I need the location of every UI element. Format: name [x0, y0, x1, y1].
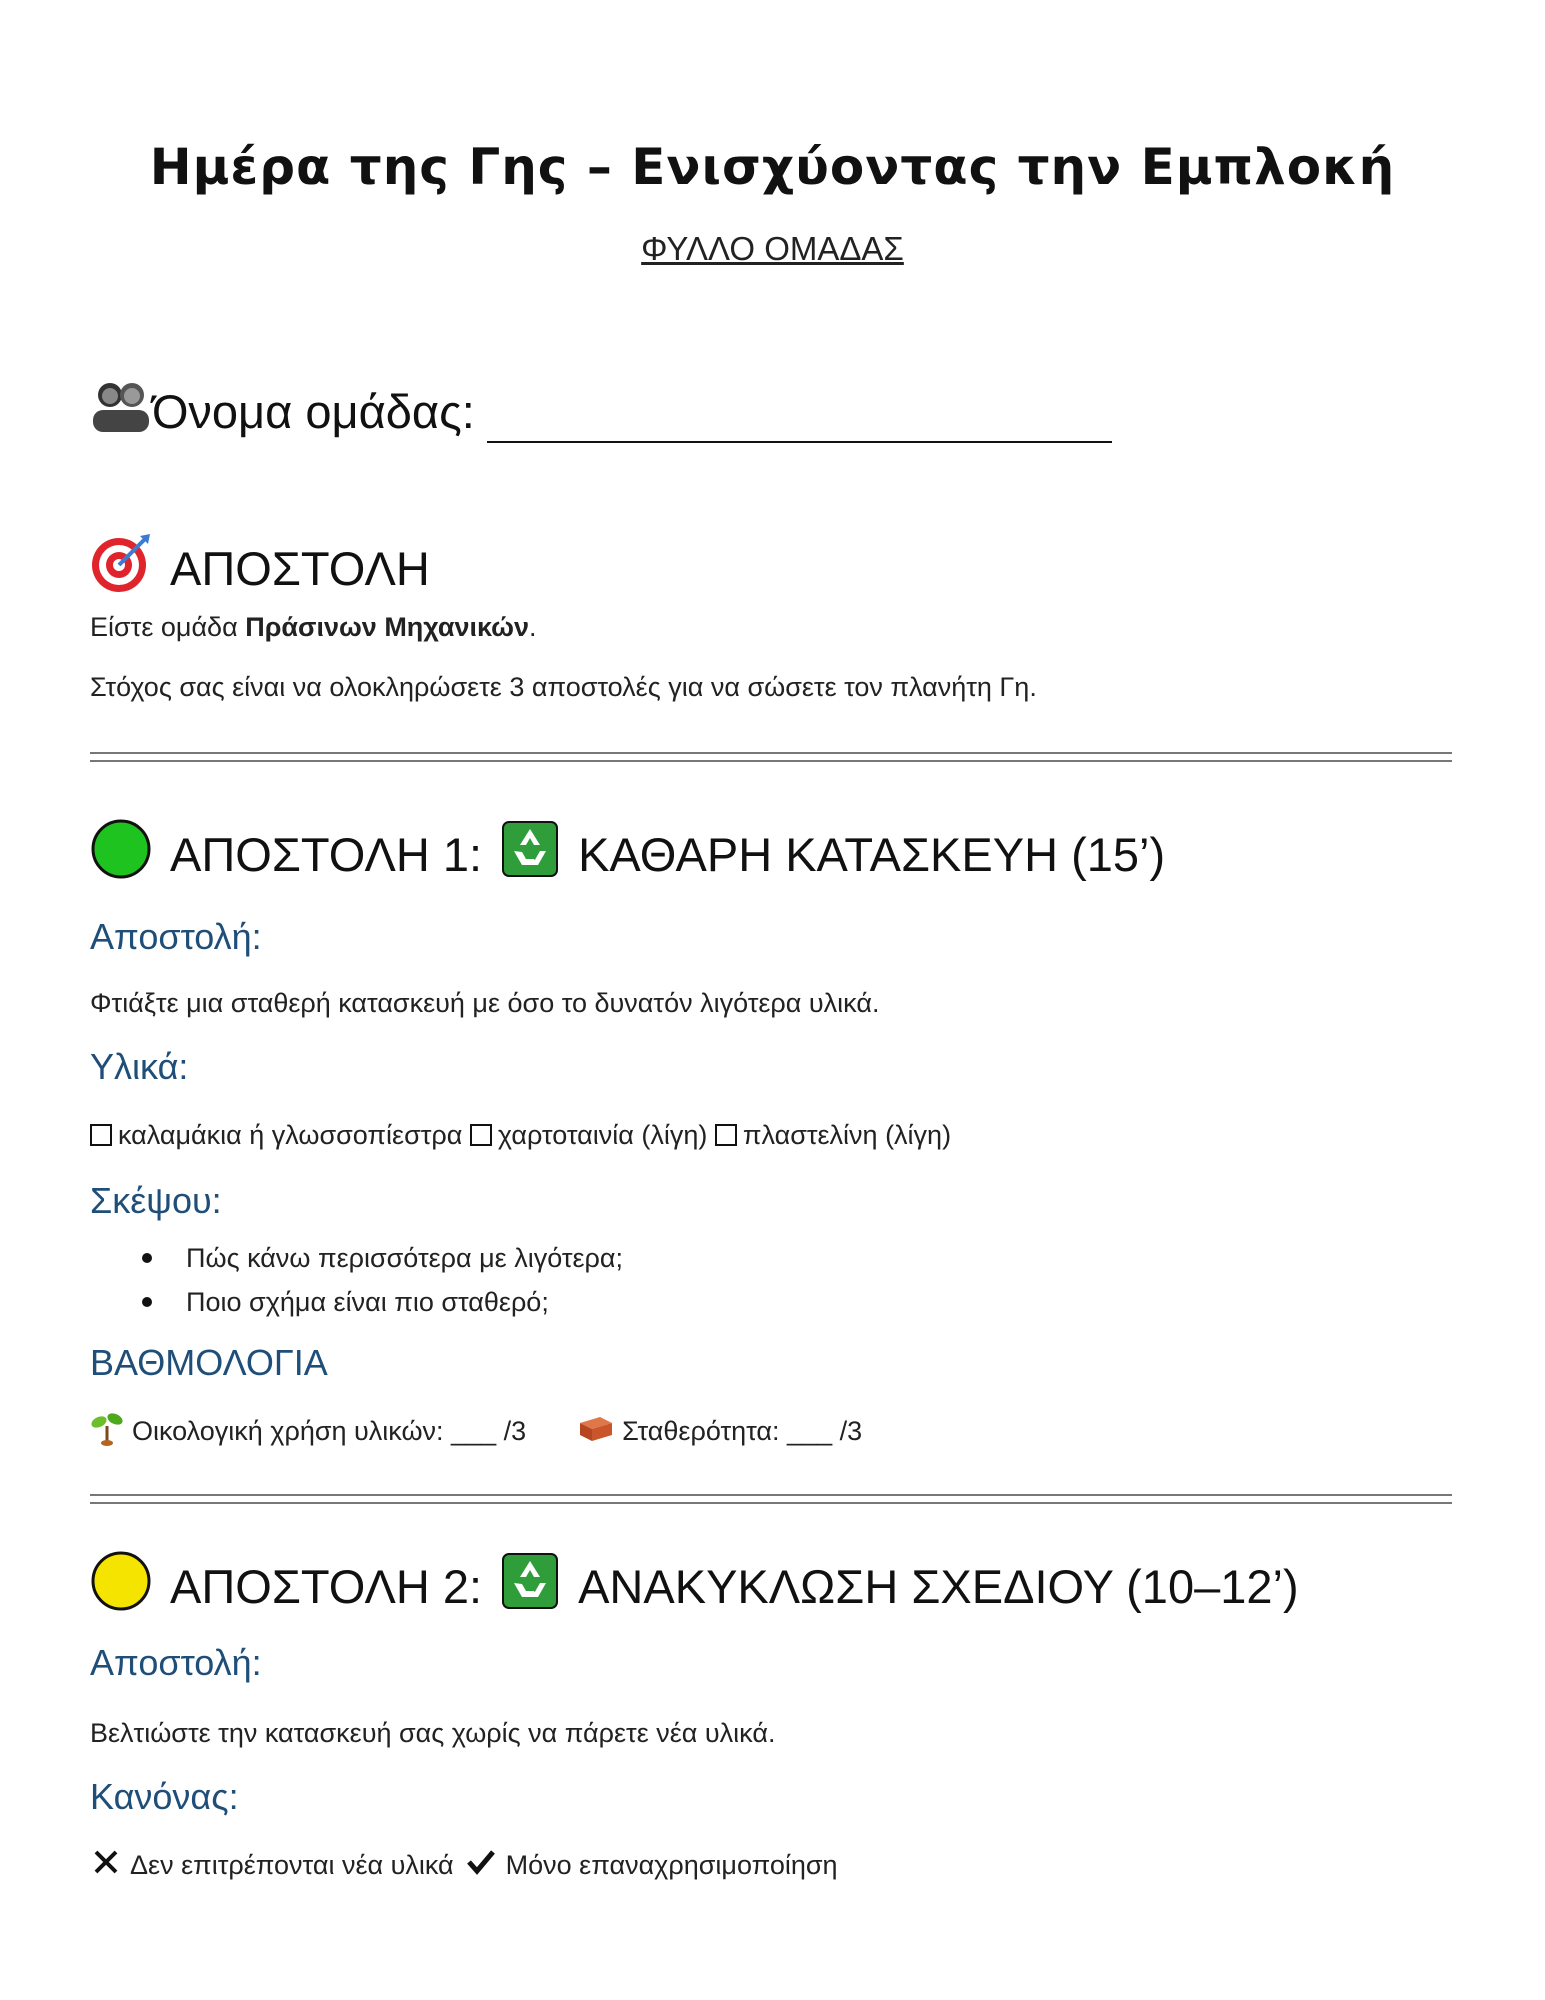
- checkbox-material-1[interactable]: [90, 1124, 112, 1146]
- seedling-icon: [90, 1410, 124, 1453]
- list-item: Ποιο σχήμα είναι πιο σταθερό;: [90, 1280, 623, 1324]
- green-circle-icon: [90, 818, 152, 891]
- mission2-rule-label: Κανόνας:: [90, 1776, 239, 1817]
- bullet-icon: [142, 1253, 152, 1263]
- mission1-think-list: [90, 1236, 623, 1324]
- section-divider: [90, 1494, 1452, 1504]
- material-1: καλαμάκια ή γλωσσοπίεστρα: [118, 1120, 463, 1150]
- mission-intro-line1: Είστε ομάδα Πράσινων Μηχανικών.: [90, 612, 537, 642]
- mission2-heading-row: [90, 1550, 1299, 1623]
- material-2: χαρτοταινία (λίγη): [497, 1120, 708, 1150]
- mission1-heading-row: [90, 818, 1165, 891]
- team-name-row: [90, 378, 1112, 445]
- mission1-scoring-row: [90, 1410, 862, 1453]
- score-stability: Σταθερότητα: ___ /3: [622, 1416, 863, 1446]
- rule-reuse-only: Μόνο επαναχρησιμοποίηση: [505, 1850, 838, 1880]
- section-divider: [90, 752, 1452, 762]
- page-subtitle: ΦΥΛΛΟ ΟΜΑΔΑΣ: [641, 230, 904, 267]
- mission2-task-label: Αποστολή:: [90, 1642, 262, 1683]
- mission-intro-line2: Στόχος σας είναι να ολοκληρώσετε 3 αποστολές για να σώσετε τον πλανήτη Γη.: [90, 672, 1037, 702]
- mission1-task-label: Αποστολή:: [90, 916, 262, 957]
- yellow-circle-icon: [90, 1550, 152, 1623]
- mission1-heading-title: ΚΑΘΑΡΗ ΚΑΤΑΣΚΕΥΗ (15’): [578, 828, 1166, 881]
- mission-intro-heading-row: [90, 532, 430, 605]
- mission1-scoring-label: ΒΑΘΜΟΛΟΓΙΑ: [90, 1342, 328, 1383]
- mission1-task-text: Φτιάξτε μια σταθερή κατασκευή με όσο το δυνατόν λιγότερα υλικά.: [90, 988, 880, 1018]
- mission2-heading-prefix: ΑΠΟΣΤΟΛΗ 2:: [170, 1560, 483, 1613]
- mission1-heading-prefix: ΑΠΟΣΤΟΛΗ 1:: [170, 828, 483, 881]
- mission-intro-heading: ΑΠΟΣΤΟΛΗ: [170, 542, 430, 595]
- bullet-icon: [142, 1297, 152, 1307]
- recycle-icon: [500, 819, 560, 890]
- mission1-materials-list: [90, 1120, 951, 1151]
- team-name-label: Όνομα ομάδας:: [152, 385, 475, 438]
- mission2-task-text: Βελτιώστε την κατασκευή σας χωρίς να πάρετε νέα υλικά.: [90, 1718, 776, 1748]
- mission1-materials-label: Υλικά:: [90, 1046, 189, 1087]
- mission1-think-label: Σκέψου:: [90, 1180, 222, 1221]
- team-name-field[interactable]: [487, 401, 1112, 443]
- checkbox-material-2[interactable]: [470, 1124, 492, 1146]
- check-mark-icon: [466, 1849, 496, 1882]
- rule-no-new-materials: Δεν επιτρέπονται νέα υλικά: [130, 1850, 454, 1880]
- list-item: Πώς κάνω περισσότερα με λιγότερα;: [90, 1236, 623, 1280]
- cross-mark-icon: [92, 1848, 120, 1883]
- target-icon: [90, 532, 152, 605]
- team-type: Πράσινων Μηχανικών: [245, 612, 529, 642]
- recycle-icon: [500, 1551, 560, 1622]
- checkbox-material-3[interactable]: [715, 1124, 737, 1146]
- page-title: Ημέρα της Γης – Ενισχύοντας την Εμπλοκή: [149, 138, 1396, 196]
- brick-icon: [578, 1413, 614, 1450]
- mission2-heading-title: ΑΝΑΚΥΚΛΩΣΗ ΣΧΕΔΙΟΥ (10–12’): [578, 1560, 1299, 1613]
- material-3: πλαστελίνη (λίγη): [742, 1120, 952, 1150]
- score-eco-use: Οικολογική χρήση υλικών: ___ /3: [132, 1416, 527, 1446]
- people-icon: [90, 378, 152, 445]
- mission2-rules-row: [92, 1848, 838, 1883]
